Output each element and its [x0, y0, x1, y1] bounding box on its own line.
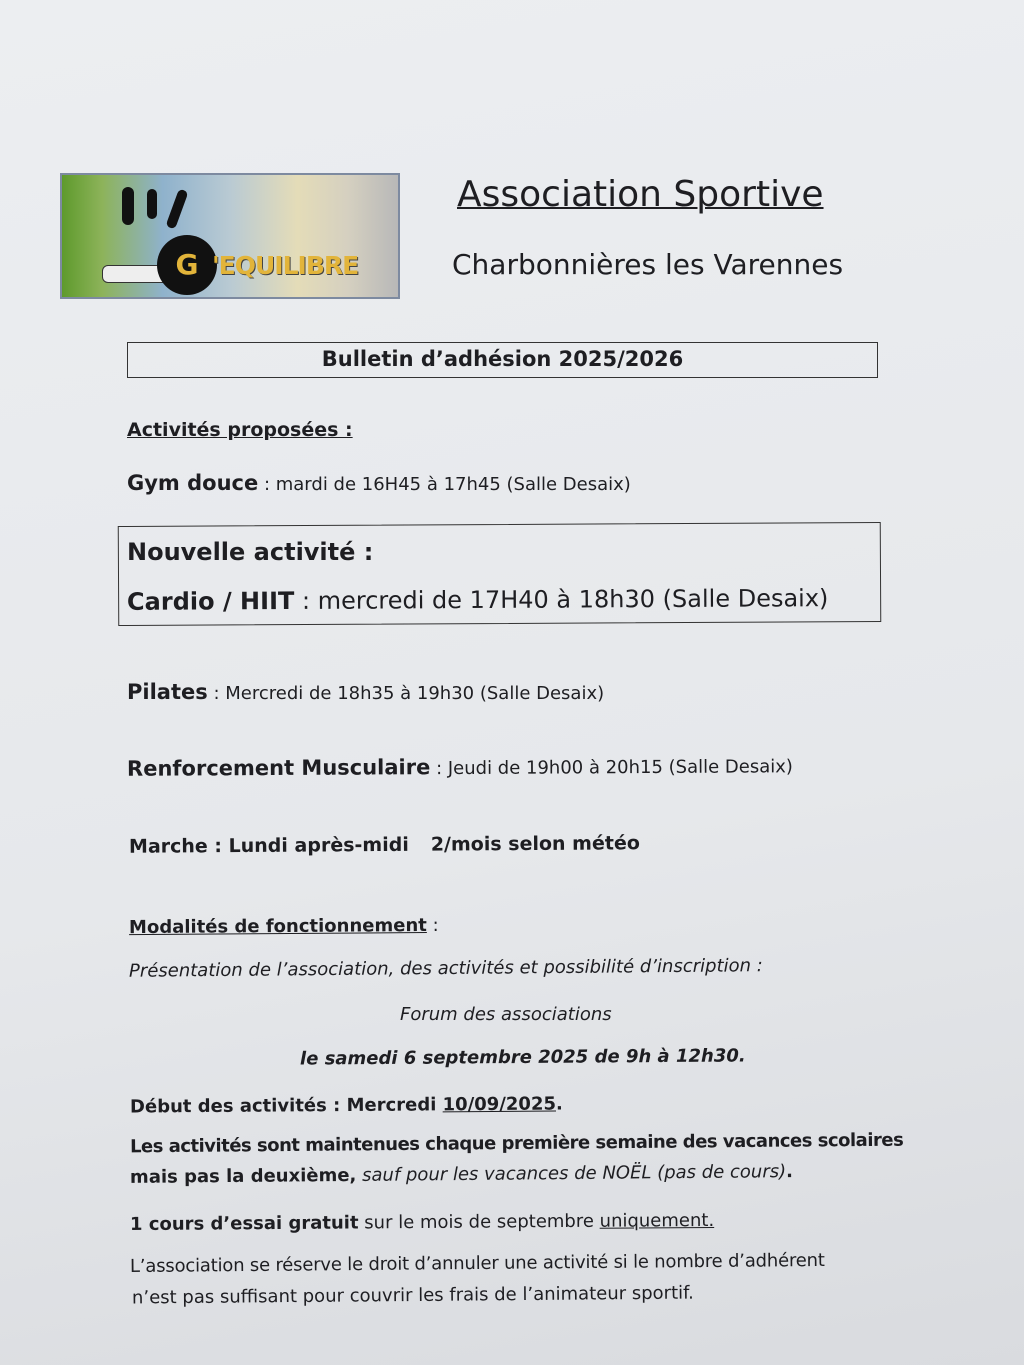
activities-heading: Activités proposées :	[127, 419, 353, 441]
activity-detail: : mardi de 16H45 à 17h45 (Salle Desaix)	[258, 474, 631, 495]
activity-name: Renforcement Musculaire	[126, 755, 431, 781]
logo-ball: G	[157, 235, 217, 295]
colon: :	[426, 914, 439, 937]
essai-underlined: uniquement.	[599, 1209, 715, 1232]
activity-pilates	[127, 680, 604, 704]
activity-detail: 2/mois selon météo	[430, 832, 640, 856]
bulletin-title: Bulletin d’adhésion 2025/2026	[127, 342, 878, 378]
vacances-line-1: Les activités sont maintenues chaque première semaine des vacances scolaires	[129, 1129, 904, 1158]
annulation-line-2: n’est pas suffisant pour couvrir les frais de l’animateur sportif.	[131, 1282, 694, 1309]
page-subtitle: Charbonnières les Varennes	[452, 248, 844, 281]
page-title: Association Sportive	[457, 174, 824, 215]
activity-name: Pilates	[127, 680, 208, 704]
modalites-heading-text: Modalités de fonctionnement	[128, 915, 427, 939]
new-activity-label: Nouvelle activité :	[127, 538, 374, 566]
activity-detail: : Mercredi de 18h35 à 19h30 (Salle Desaix)	[207, 683, 605, 704]
essai-line	[130, 1210, 714, 1235]
figure-icon	[122, 187, 134, 225]
vacances-line-2: mais pas la deuxième, sauf pour les vacances de NOËL (pas de cours).	[129, 1161, 794, 1188]
modalites-heading	[129, 915, 439, 938]
figure-icon	[147, 189, 157, 219]
debut-activites: Début des activités : Mercredi 10/09/2025.	[129, 1093, 563, 1118]
activity-gym-douce	[127, 471, 631, 495]
activity-name: Gym douce	[127, 471, 259, 495]
presentation-text: Présentation de l’association, des activités et possibilité d’inscription :	[128, 955, 763, 982]
figure-icon	[165, 188, 188, 229]
debut-date: 10/09/2025	[442, 1093, 557, 1116]
activity-detail: : mercredi de 17H40 à 18h30 (Salle Desaix)	[294, 584, 829, 615]
vacances-bold: mais pas la deuxième,	[129, 1164, 357, 1188]
logo-g-equilibre	[60, 173, 400, 299]
essai-rest: sur le mois de septembre	[358, 1210, 600, 1234]
forum-date: le samedi 6 septembre 2025 de 9h à 12h30.	[299, 1045, 746, 1070]
activity-detail: : Jeudi de 19h00 à 20h15 (Salle Desaix)	[430, 756, 793, 780]
essai-bold: 1 cours d’essai gratuit	[129, 1212, 359, 1236]
activity-name: Marche : Lundi après-midi	[128, 833, 409, 858]
annulation-line-1: L’association se réserve le droit d’annuler une activité si le nombre d’adhérent	[129, 1249, 825, 1278]
forum-text: Forum des associations	[400, 1004, 612, 1025]
logo-word: 'EQUILIBRE	[212, 251, 359, 280]
activity-renforcement	[127, 753, 793, 780]
vacances-italic: sauf pour les vacances de NOËL (pas de cours)	[356, 1161, 787, 1186]
activity-marche	[129, 832, 640, 858]
debut-label: Début des activités : Mercredi	[129, 1094, 443, 1118]
activity-name: Cardio / HIIT	[126, 586, 295, 616]
activity-cardio-hiit	[127, 584, 829, 616]
